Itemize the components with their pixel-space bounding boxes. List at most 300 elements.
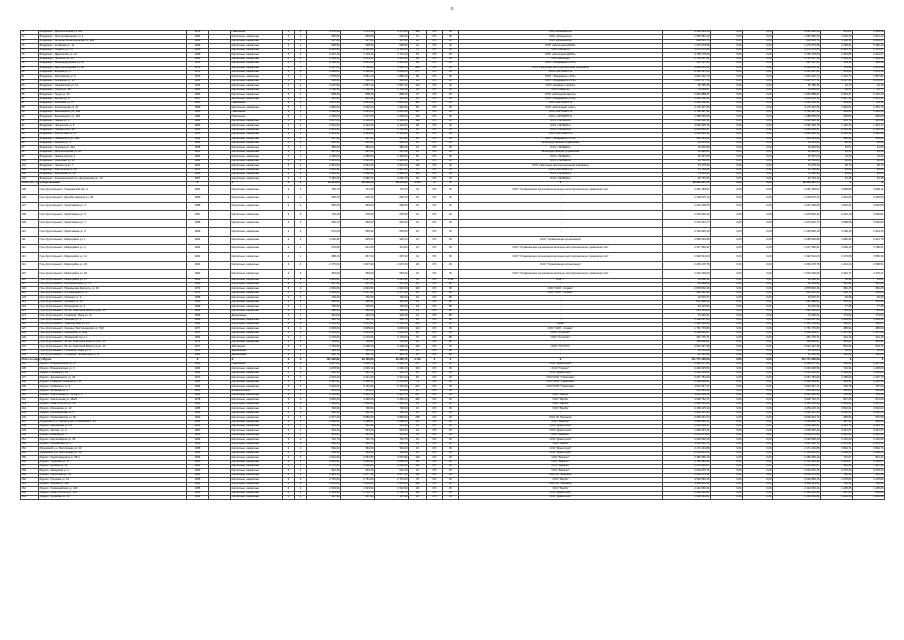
owners-cost-cell: 2 279 965,87 [773,464,821,468]
max-unit-cost-cell: 3 699,45 [853,451,885,455]
residents-cell: 16 [409,407,427,411]
wall-material-cell: Кирпичные, каркасные [231,456,283,460]
total-cost-cell: 3 209 178,78 [663,261,711,269]
owners-cost-cell: 26 553,08 [773,349,821,353]
row-number-cell: 113 [21,253,39,261]
wall-material-cell: Кирпичные, каркасные [231,309,283,313]
budget-cost-cell: 0,00 [743,155,773,159]
total-area-cell: 702,30 [307,296,341,300]
max-unit-cost-cell: 812,96 [853,473,885,477]
floors-cell: 9 [283,102,295,106]
total-cost-cell: 74 546,95 [663,173,711,177]
residents-cell: 16 [409,411,427,415]
max-unit-cost-cell: 3 305,50 [853,194,885,202]
living-area-cell: 584,90 [341,451,375,455]
fund-type-cell: РО [427,327,443,331]
budget-cost-cell: 0,00 [743,438,773,442]
owners-cost-cell: 39 780,00 [773,159,821,163]
unit-cost-cell: 724,94 [821,367,853,371]
management-type-cell: УК [443,57,459,61]
fund-cost-cell: 0,00 [711,44,743,48]
private-area-cell: 522,70 [375,371,409,375]
living-area-cell: 3 605,00 [341,327,375,331]
total-area-cell: 2 578,60 [307,75,341,79]
living-area-cell: 4 346,60 [341,287,375,291]
fund-cost-cell: 0,00 [711,420,743,424]
wall-material-cell: Кирпичные, каркасные [231,291,283,295]
wall-material-cell: Кирпичные, каркасные [231,336,283,340]
total-cost-cell: 1 566 215,44 [663,402,711,406]
max-unit-cost-cell: 28,23 [853,168,885,172]
management-type-cell: УК [443,496,459,500]
max-unit-cost-cell: 994,06 [853,420,885,424]
wall-material-cell: Кирпичные, каркасные [231,296,283,300]
year-cell: X [187,358,209,362]
floors-cell: 5 [283,367,295,371]
organization-cell: ООО «Комфорт-сервис» [459,84,663,88]
max-unit-cost-cell: 781,35 [853,393,885,397]
total-cost-cell: 1 414 002,16 [663,97,711,101]
entrances-cell: 7 [295,66,307,70]
fund-type-cell: РО [427,164,443,168]
living-area-cell: 4 138,00 [341,119,375,123]
fund-cost-cell: 0,00 [711,155,743,159]
entrances-cell: 1 [295,245,307,253]
row-number-cell: 142 [21,398,39,402]
year-cell: 1959 [187,420,209,424]
fund-cost-cell: 0,00 [711,491,743,495]
budget-cost-cell: 0,00 [743,340,773,344]
floors-cell: 4 [283,84,295,88]
living-area-cell: 707,30 [341,186,375,194]
fund-cost-cell: 0,00 [711,115,743,119]
organization-cell: ООО «ТЕ ВЕКО» [459,177,663,181]
max-unit-cost-cell: 55,85 [853,278,885,282]
living-area-cell: 662,90 [341,219,375,227]
management-type-cell: УК [443,245,459,253]
table-row [21,186,885,194]
fund-cost-cell: 0,00 [711,438,743,442]
living-area-cell: 4 465,20 [341,398,375,402]
budget-cost-cell: 0,00 [743,53,773,57]
unit-cost-cell: X [821,358,853,362]
fund-cost-cell: 0,00 [711,478,743,482]
organization-cell: ООО "ГК РУТА" [459,345,663,349]
owners-cost-cell: 1 611 022,75 [773,442,821,446]
wall-material-cell: Кирпичные, каркасные [231,228,283,236]
table-row [21,211,885,219]
year-cell: 1960 [187,460,209,464]
row-number-cell: 90 [21,115,39,119]
organization-cell: ООО "Домострой" [459,425,663,429]
budget-cost-cell: 0,00 [743,385,773,389]
row-number-cell: 155 [21,456,39,460]
year-cell: 1962 [187,278,209,282]
blank-cell [209,253,231,261]
management-type-cell: УК [443,438,459,442]
residents-cell: 16 [409,340,427,344]
owners-cost-cell: 2 121 455,21 [773,371,821,375]
residents-cell: 16 [409,39,427,43]
management-type-cell: УК [443,79,459,83]
fund-cost-cell: 0,00 [711,39,743,43]
floors-cell: 2 [283,146,295,150]
wall-material-cell: Кирпичные, каркасные [231,283,283,287]
year-cell: 1959 [187,300,209,304]
private-area-cell: 4 138,10 [375,345,409,349]
max-unit-cost-cell: X [853,181,885,185]
management-type-cell: ВУ [443,336,459,340]
living-area-cell: 4 453,80 [341,482,375,486]
budget-cost-cell: 0,00 [743,322,773,326]
wall-material-cell: ЖБ панели [231,345,283,349]
table-row [21,270,885,278]
management-type-cell: УК [443,469,459,473]
address-cell: Владимир г, Егорова ул, 2 [39,70,187,74]
owners-cost-cell: 291 519,01 [773,309,821,313]
max-unit-cost-cell: 905,49 [853,119,885,123]
max-unit-cost-cell: 28,73 [853,164,885,168]
unit-cost-cell: 772,07 [821,456,853,460]
floors-cell: 4 [283,57,295,61]
row-number-cell: 159 [21,473,39,477]
year-cell: 1966 [187,102,209,106]
fund-type-cell: РО [427,393,443,397]
living-area-cell: 2 256,50 [341,380,375,384]
address-cell: Муром г, Первомайская ул, 81 [39,416,187,420]
max-unit-cost-cell: 701,11 [853,102,885,106]
budget-cost-cell: 0,00 [743,478,773,482]
total-cost-cell: 1 782 997,12 [663,110,711,114]
row-number-cell: 125 [21,318,39,322]
floors-cell: 2 [283,296,295,300]
year-cell: 1978 [187,62,209,66]
year-cell: 1995 [187,110,209,114]
budget-cost-cell: 0,00 [743,429,773,433]
unit-cost-cell: 15,35 [821,177,853,181]
max-unit-cost-cell: 3 585,36 [853,253,885,261]
unit-cost-cell: 212,16 [821,336,853,340]
living-area-cell: 5 794,40 [341,385,375,389]
private-area-cell: 1 941,10 [375,168,409,172]
owners-cost-cell: 302 412,61 [773,291,821,295]
residents-cell: 78 [409,478,427,482]
floors-cell: 2 [283,283,295,287]
address-cell: Владимир г, Труда ул, 32 [39,93,187,97]
residents-cell: 16 [409,425,427,429]
floors-cell: 2 [283,318,295,322]
fund-type-cell: X [427,358,443,362]
row-number-cell: 71 [21,31,39,35]
wall-material-cell: Кирпичные, каркасные [231,35,283,39]
private-area-cell: 380,90 [375,309,409,313]
wall-material-cell: Кирпичные, каркасные [231,253,283,261]
entrances-cell: 3 [295,367,307,371]
unit-cost-cell: 226,01 [821,340,853,344]
total-cost-cell: 2 302 839,62 [663,380,711,384]
total-cost-cell: 316 431,54 [663,137,711,141]
organization-cell: ООО "Верба" [459,402,663,406]
organization-cell: ООО «АРТИНРОТ» [459,133,663,137]
organization-cell: ООО «АРТИНРОТ» [459,70,663,74]
row-number-cell: 138 [21,380,39,384]
max-unit-cost-cell: 263,07 [853,322,885,326]
management-type-cell: ВУ [443,309,459,313]
floors-cell: 4 [283,456,295,460]
unit-cost-cell: 628,56 [821,416,853,420]
fund-type-cell: РО [427,336,443,340]
max-unit-cost-cell: 847,32 [853,464,885,468]
total-cost-cell: 2 226 548,30 [663,438,711,442]
entrances-cell: 2 [295,402,307,406]
budget-cost-cell: 0,00 [743,168,773,172]
row-number-cell: 126 [21,322,39,326]
fund-cost-cell: 0,00 [711,110,743,114]
total-area-cell: 700,00 [307,305,341,309]
owners-cost-cell: 32 970,37 [773,296,821,300]
living-area-cell: 4 176,40 [341,31,375,35]
unit-cost-cell: 28,23 [821,168,853,172]
total-area-cell: 637,50 [307,283,341,287]
organization-cell: ООО «АРТИНРОТ» [459,115,663,119]
fund-type-cell: РО [427,447,443,451]
fund-type-cell: РО [427,354,443,358]
max-unit-cost-cell: 2 921,78 [853,236,885,244]
max-unit-cost-cell: 485,93 [853,327,885,331]
max-unit-cost-cell: 662,25 [853,287,885,291]
row-number-cell: 150 [21,433,39,437]
entrances-cell: 4 [295,119,307,123]
unit-cost-cell: 1 945,85 [821,53,853,57]
total-area-cell: 6 277,30 [307,416,341,420]
fund-type-cell: РО [427,296,443,300]
entrances-cell: 2 [295,106,307,110]
management-type-cell: УК [443,35,459,39]
owners-cost-cell: 1 355 133,96 [773,322,821,326]
wall-material-cell: Кирпичные, каркасные [231,203,283,211]
living-area-cell: 611,60 [341,245,375,253]
management-type-cell: X [443,358,459,362]
living-area-cell: 3 261,10 [341,110,375,114]
wall-material-cell: Кирпичные, каркасные [231,393,283,397]
floors-cell: 5 [283,393,295,397]
living-area-cell: 1 352,90 [341,402,375,406]
owners-cost-cell: 2 029 152,51 [773,102,821,106]
fund-type-cell: РО [427,236,443,244]
address-cell: Муром г, Меленковская ул, 9 [39,411,187,415]
unit-cost-cell: 496,44 [821,137,853,141]
row-number-cell: 89 [21,110,39,114]
address-cell: Владимир г, Северный ул, 10 [39,159,187,163]
table-row [21,194,885,202]
total-area-cell: 520,66 [307,35,341,39]
owners-cost-cell: 2 171 234,88 [773,447,821,451]
management-type-cell: УК [443,203,459,211]
fund-type-cell: РО [427,398,443,402]
entrances-cell: 2 [295,380,307,384]
total-area-cell: 3 212,90 [307,456,341,460]
floors-cell: 4 [283,473,295,477]
entrances-cell: 3 [295,84,307,88]
fund-type-cell: РО [427,496,443,500]
owners-cost-cell: 2 241 038,65 [773,203,821,211]
max-unit-cost-cell: 3 694,84 [853,219,885,227]
wall-material-cell: Кирпичные, каркасные [231,385,283,389]
max-unit-cost-cell: 633,71 [853,345,885,349]
floors-cell: 5 [283,62,295,66]
fund-type-cell: РО [427,491,443,495]
fund-cost-cell: 0,00 [711,228,743,236]
row-number-cell: 163 [21,491,39,495]
total-area-cell: 688,10 [307,253,341,261]
residents-cell: 105 [409,322,427,326]
living-area-cell: 399,30 [341,349,375,353]
organization-cell: ООО «ТЕ ВЕКО» [459,155,663,159]
fund-type-cell: РО [427,228,443,236]
management-type-cell: УК [443,228,459,236]
owners-cost-cell: 91 868,10 [773,278,821,282]
address-cell: Гусь-Хрустальный г, Гусевской, Мира ул, 11 [39,314,187,318]
private-area-cell: 1 298,60 [375,420,409,424]
organization-cell: ООО"ЖЭУ "Тарасовка" [459,385,663,389]
wall-material-cell: Кирпичные, каркасные [231,48,283,52]
entrances-cell: 1 [295,75,307,79]
address-cell: Гусь-Хрустальный г, Рабочая ул, 3 [39,318,187,322]
address-cell: Муром г, Куликова ул, 5 [39,389,187,393]
wall-material-cell: Кирпичные, каркасные [231,168,283,172]
total-cost-cell: 2 392 512,00 [663,253,711,261]
register-table-wrapper [20,30,884,500]
address-cell: Гусь-Хрустальный г, Микрорайон ул, 14 [39,253,187,261]
wall-material-cell: Панельные [231,115,283,119]
floors-cell: 2 [283,336,295,340]
owners-cost-cell: 54 786,00 [773,168,821,172]
total-cost-cell: 2 470 316,77 [663,219,711,227]
owners-cost-cell: 3 475 173,55 [773,48,821,52]
fund-type-cell: РО [427,389,443,393]
management-type-cell: УК [443,491,459,495]
unit-cost-cell: 28,73 [821,164,853,168]
owners-cost-cell: 2 394 212,83 [773,491,821,495]
budget-cost-cell: 0,00 [743,31,773,35]
unit-cost-cell: 539,69 [821,362,853,366]
private-area-cell: 667,60 [375,150,409,154]
wall-material-cell: Кирпичные, каркасные [231,429,283,433]
total-cost-cell: 2 319 239,69 [663,270,711,278]
residents-cell: 48 [409,460,427,464]
fund-type-cell: РО [427,411,443,415]
fund-cost-cell: 0,00 [711,278,743,282]
owners-cost-cell: 1 782 997,12 [773,110,821,114]
management-type-cell: УК [443,389,459,393]
fund-type-cell: РО [427,291,443,295]
owners-cost-cell: 2 622 327,39 [773,345,821,349]
total-cost-cell: 4 158 999,57 [663,331,711,335]
fund-cost-cell: 0,00 [711,482,743,486]
residents-cell: 61 [409,133,427,137]
floors-cell: 2 [283,211,295,219]
address-cell: Владимир г, Ленина пр-кт, 38 [39,128,187,132]
organization-cell: - [459,411,663,415]
total-cost-cell: 3 906 752,17 [663,398,711,402]
management-type-cell: ВУ [443,296,459,300]
year-cell: 1961 [187,393,209,397]
year-cell: 1939 [187,53,209,57]
management-type-cell: УК [443,327,459,331]
private-area-cell: 622,40 [375,469,409,473]
address-cell: Муром г, Кирпичная ул, 11 [39,473,187,477]
fund-cost-cell: 0,00 [711,102,743,106]
management-type-cell: УК [443,159,459,163]
budget-cost-cell: 0,00 [743,128,773,132]
fund-cost-cell: 0,00 [711,150,743,154]
total-cost-cell: 1 585 664,02 [663,496,711,500]
total-area-cell: 1 792,30 [307,88,341,92]
organization-cell: МУП г. Владимира «ГУК» [459,62,663,66]
living-area-cell: 1 852,60 [341,460,375,464]
organization-cell: ООО УК "Бережок" [459,416,663,420]
total-area-cell: 4 478,50 [307,367,341,371]
wall-material-cell: Кирпичные, каркасные [231,137,283,141]
max-unit-cost-cell: 3 479,21 [853,270,885,278]
row-number-cell: 77 [21,57,39,61]
floors-cell: 5 [283,164,295,168]
budget-cost-cell: 0,00 [743,44,773,48]
row-number-cell: Итого по г. Гусь-Хрустальный [21,181,60,185]
residents-cell: 247 [409,385,427,389]
wall-material-cell: Кирпичные, каркасные [231,487,283,491]
management-type-cell: ВУ [443,354,459,358]
address-cell: Муромский р-н, Молотицкая ул, 52 [39,451,187,455]
blank-cell [209,245,231,253]
total-cost-cell: 41 131,36 [663,354,711,358]
year-cell: 1961 [187,39,209,43]
organization-cell: ООО "Управляющая организация-жилищно-эксплуатационное управление №1" [459,270,663,278]
floors-cell: 5 [283,385,295,389]
address-cell: Муром г, Заводская ул, 1 [39,469,187,473]
total-cost-cell: 2 029 152,51 [663,102,711,106]
floors-cell: 2 [283,35,295,39]
management-type-cell: УК [443,261,459,269]
fund-cost-cell: 0,00 [711,48,743,52]
total-area-cell: 4 753,90 [307,345,341,349]
max-unit-cost-cell: 82,63 [853,141,885,145]
residents-cell: 15 [409,309,427,313]
residents-cell: 73 [409,380,427,384]
entrances-cell: X [295,181,307,185]
residents-cell: 42 [409,420,427,424]
fund-cost-cell: 0,00 [711,473,743,477]
private-area-cell: 5 052,00 [375,70,409,74]
management-type-cell: ВУ [443,291,459,295]
floors-cell: 2 [283,141,295,145]
max-unit-cost-cell: 3 344,79 [853,425,885,429]
fund-cost-cell: 0,00 [711,133,743,137]
management-type-cell: УК [443,137,459,141]
wall-material-cell: X [231,358,283,362]
fund-cost-cell: 0,00 [711,173,743,177]
organization-cell: - [459,305,663,309]
budget-cost-cell: 0,00 [743,487,773,491]
residents-cell: 16 [409,429,427,433]
row-number-cell: 136 [21,371,39,375]
total-area-cell: 1 641,00 [307,278,341,282]
max-unit-cost-cell: 24,84 [853,173,885,177]
residents-cell: 16 [409,496,427,500]
unit-cost-cell: 3 427,14 [821,97,853,101]
budget-cost-cell: 0,00 [743,336,773,340]
address-cell: Муром г, Московская ул, 2 [39,442,187,446]
